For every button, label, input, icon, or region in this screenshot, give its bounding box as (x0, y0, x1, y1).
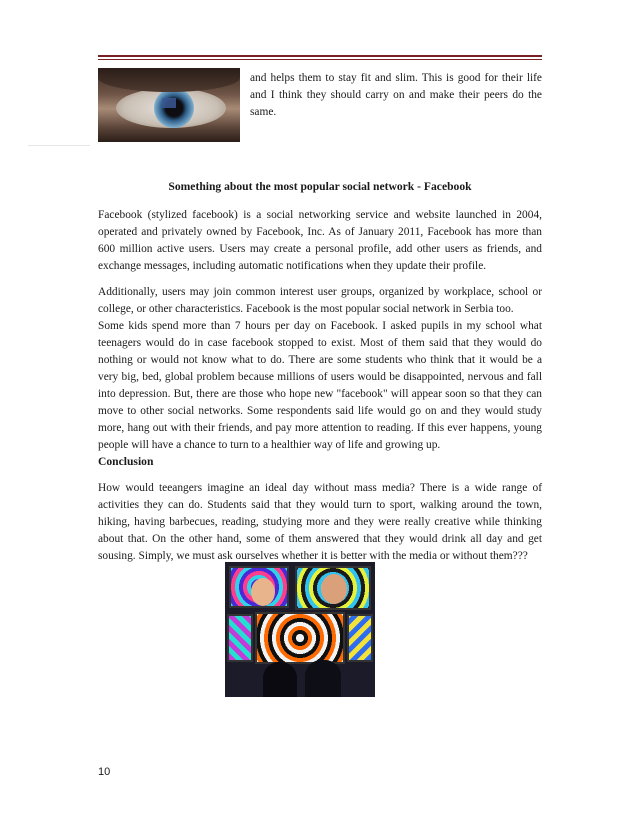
paragraph-user-groups: Additionally, users may join common interest user groups, organized by workplace, school or college, or other characteristics. Facebook is the most popular social network in Serbia too. (98, 286, 542, 315)
section-heading: Something about the most popular social network - Facebook (168, 180, 472, 193)
viewer-silhouette (305, 660, 341, 697)
people-watching-tv-screens-photo (225, 562, 375, 697)
conclusion-heading: Conclusion (98, 455, 154, 468)
viewer-silhouette (263, 662, 297, 697)
paragraph-facebook-intro: Facebook (stylized facebook) is a social networking service and website launched in 2004, operated and privately owned by Facebook, Inc. As of January 2011, Facebook has more than 600 million active users. Users may create a personal profile, add other users as friends, and exchange messages, including automatic notifications when they update their profile. (98, 209, 542, 272)
face (251, 578, 275, 606)
tv-screen (347, 614, 373, 662)
conclusion-paragraph: How would teeangers imagine an ideal day without mass media? There is a wide range of activities they can do. Students said that they would turn to sport, walking around the town, hiking, having barbecues, reading, studying more and they were really creative while thinking about that. On the other hand, some of them answered that they would drink all day and get sousing. Simply, we must ask ourselves whether it is better with the media or without them??? (98, 482, 542, 562)
header-rule (98, 55, 542, 57)
tv-screen (255, 612, 345, 664)
tv-screen (229, 566, 289, 608)
face (321, 574, 347, 604)
header-rule-thin (98, 59, 542, 60)
faint-divider (28, 145, 90, 146)
page-number: 10 (98, 766, 111, 778)
eye-closeup-photo (98, 68, 240, 142)
intro-paragraph: and helps them to stay fit and slim. This is good for their life and I think they should carry on and make their peers do the same. (250, 72, 542, 118)
tv-screen (295, 566, 371, 610)
facebook-reflection (162, 98, 176, 108)
paragraph-survey: Some kids spend more than 7 hours per day on Facebook. I asked pupils in my school what teenagers would do in case facebook stopped to exist. Most of them said that they would do nothing or would not know what to do. There are some students who think that it would be a very big, bed, global problem because millions of users would be disappointed, nervous and fall into depression. But, there are those who hope new "facebook" will appear soon so that they can move to other social networks. Some respondents said life would go on and they would study more, hang out with their friends, and pay more attention to reading. If this ever happens, young people will have a chance to turn to a healthier way of life and growing up. (98, 320, 542, 451)
tv-screen (227, 614, 253, 662)
eye-iris (154, 88, 194, 128)
eyelid (98, 68, 240, 92)
